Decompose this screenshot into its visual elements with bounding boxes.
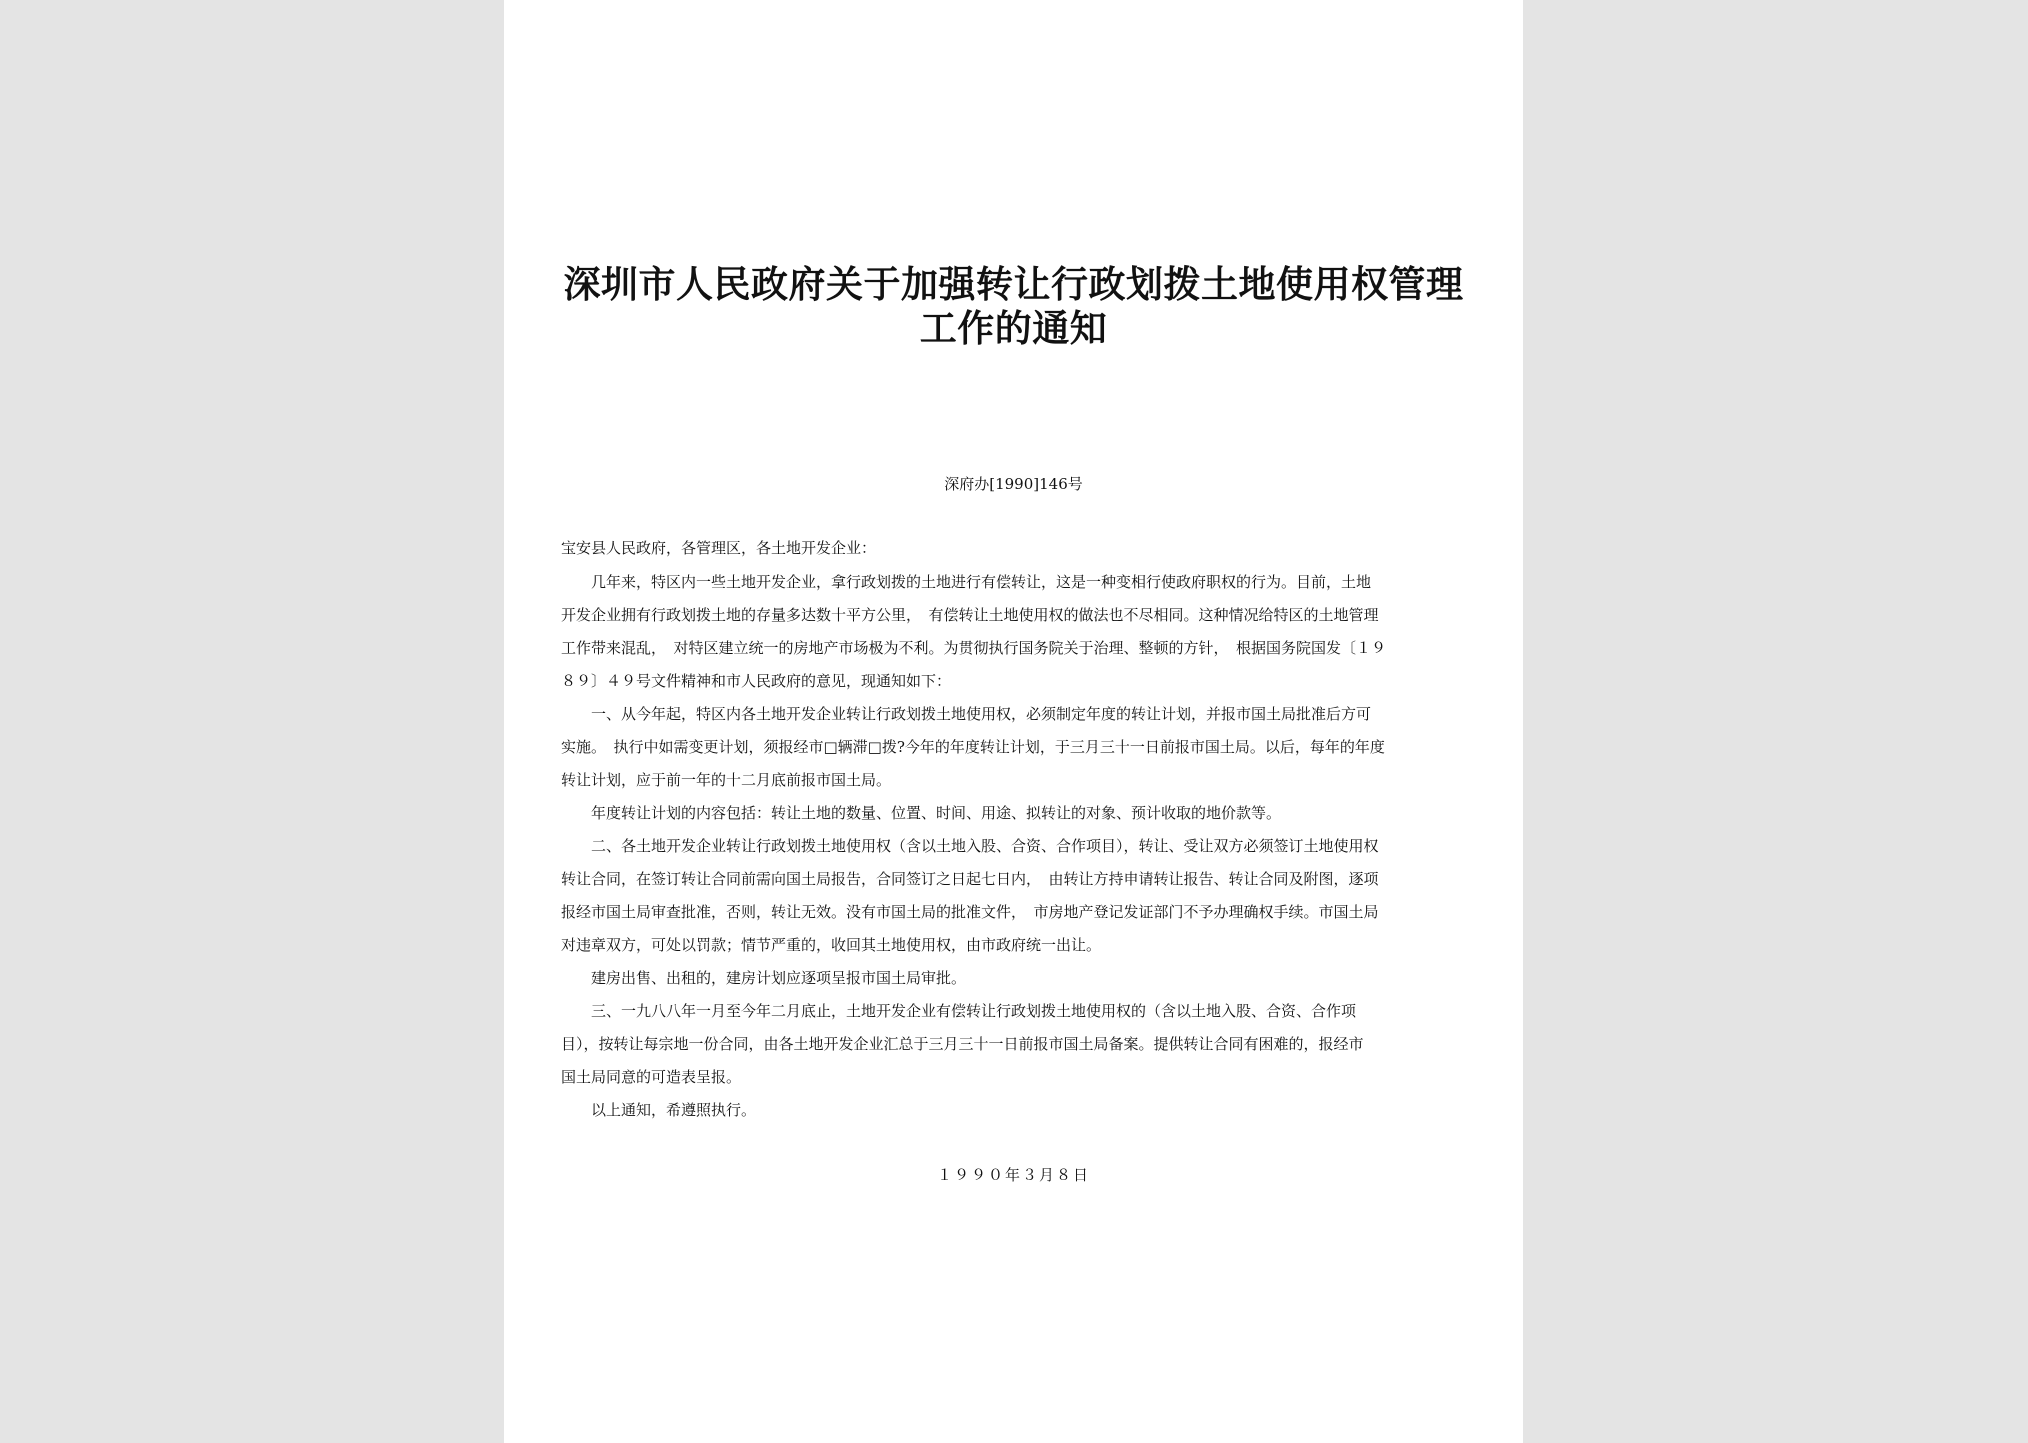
paragraph-line: ８９〕４９号文件精神和市人民政府的意见，现通知如下：: [561, 672, 952, 690]
paragraph-line: 实施。 执行中如需变更计划，须报经市□辆滞□拨?今年的年度转让计划，于三月三十一日前报市国土局。以后，每年的年度: [561, 738, 1385, 756]
paragraph-line: 年度转让计划的内容包括：转让土地的数量、位置、时间、用途、拟转让的对象、预计收取的地价款等。: [561, 804, 1282, 822]
document-number: 深府办[1990]146号: [944, 475, 1083, 493]
paragraph-line: 转让计划，应于前一年的十二月底前报市国土局。: [561, 771, 892, 789]
paragraph-line: 开发企业拥有行政划拨土地的存量多达数十平方公里， 有偿转让土地使用权的做法也不尽相同。这种情况给特区的土地管理: [561, 606, 1379, 624]
paragraph-line: 三、一九八八年一月至今年二月底止，土地开发企业有偿转让行政划拨土地使用权的（含以土地入股、合资、合作项: [561, 1002, 1357, 1020]
paragraph-line: 目），按转让每宗地一份合同，由各土地开发企业汇总于三月三十一日前报市国土局备案。提供转让合同有困难的，报经市: [561, 1035, 1364, 1053]
document-page: [504, 0, 1523, 1443]
paragraph-line: 一、从今年起，特区内各土地开发企业转让行政划拨土地使用权，必须制定年度的转让计划，并报市国土局批准后方可: [561, 705, 1372, 723]
paragraph-line: 建房出售、出租的，建房计划应逐项呈报市国土局审批。: [561, 969, 967, 987]
paragraph-line: 几年来，特区内一些土地开发企业，拿行政划拨的土地进行有偿转让，这是一种变相行使政府职权的行为。目前，土地: [561, 573, 1372, 591]
document-date: １９９０年３月８日: [936, 1166, 1090, 1184]
paragraph-line: 报经市国土局审查批准，否则，转让无效。没有市国土局的批准文件， 市房地产登记发证部门不予办理确权手续。市国土局: [561, 903, 1379, 921]
document-title: [504, 262, 1523, 350]
closing-line: 以上通知，希遵照执行。: [561, 1101, 757, 1119]
paragraph-line: 工作带来混乱， 对特区建立统一的房地产市场极为不利。为贯彻执行国务院关于治理、整顿的方针， 根据国务院国发〔１９: [561, 639, 1387, 657]
paragraph-line: 国土局同意的可造表呈报。: [561, 1068, 742, 1086]
paragraph-line: 对违章双方，可处以罚款；情节严重的，收回其土地使用权，由市政府统一出让。: [561, 936, 1102, 954]
addressee-line: 宝安县人民政府，各管理区，各土地开发企业：: [561, 539, 877, 557]
title-line-2: 工作的通知: [919, 306, 1108, 350]
title-line-1: 深圳市人民政府关于加强转让行政划拨土地使用权管理: [563, 262, 1464, 306]
paragraph-line: 转让合同，在签订转让合同前需向国土局报告，合同签订之日起七日内， 由转让方持申请转让报告、转让合同及附图，逐项: [561, 870, 1379, 888]
paragraph-line: 二、各土地开发企业转让行政划拨土地使用权（含以土地入股、合资、合作项目），转让、受让双方必须签订土地使用权: [561, 837, 1379, 855]
